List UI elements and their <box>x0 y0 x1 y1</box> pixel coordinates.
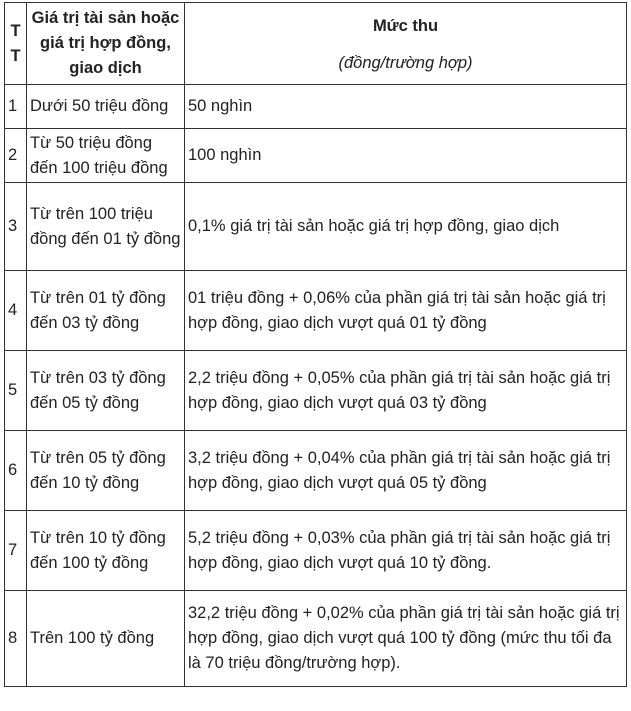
table-row <box>5 591 627 687</box>
header-fee-unit: (đồng/trường hợp) <box>338 53 473 72</box>
table-row <box>5 351 627 431</box>
table-row <box>5 183 627 271</box>
header-fee-title: Mức thu <box>372 16 439 35</box>
row-fee: 2,2 triệu đồng + 0,05% của phần giá trị tài sản hoặc giá trị hợp đồng, giao dịch vượt quá 03 tỷ đồng <box>185 351 627 431</box>
row-value: Từ trên 10 tỷ đồng đến 100 tỷ đồng <box>27 511 185 591</box>
row-fee: 50 nghìn <box>185 85 627 129</box>
row-value: Trên 100 tỷ đồng <box>27 591 185 687</box>
row-value: Từ 50 triệu đồng đến 100 triệu đồng <box>27 129 185 183</box>
row-value: Từ trên 100 triệu đồng đến 01 tỷ đồng <box>27 183 185 271</box>
table-row <box>5 271 627 351</box>
row-value: Từ trên 03 tỷ đồng đến 05 tỷ đồng <box>27 351 185 431</box>
row-tt: 8 <box>5 591 27 687</box>
row-fee: 0,1% giá trị tài sản hoặc giá trị hợp đồng, giao dịch <box>185 183 627 271</box>
row-fee: 5,2 triệu đồng + 0,03% của phần giá trị tài sản hoặc giá trị hợp đồng, giao dịch vượt quá 10 tỷ đồng. <box>185 511 627 591</box>
header-tt: TT <box>5 3 27 85</box>
table-row <box>5 85 627 129</box>
row-tt: 6 <box>5 431 27 511</box>
row-tt: 1 <box>5 85 27 129</box>
fee-table <box>4 2 627 687</box>
row-tt: 3 <box>5 183 27 271</box>
row-value: Từ trên 05 tỷ đồng đến 10 tỷ đồng <box>27 431 185 511</box>
row-tt: 5 <box>5 351 27 431</box>
row-value: Dưới 50 triệu đồng <box>27 85 185 129</box>
table-row <box>5 431 627 511</box>
header-value: Giá trị tài sản hoặc giá trị hợp đồng, giao dịch <box>27 3 185 85</box>
row-tt: 4 <box>5 271 27 351</box>
table-row <box>5 511 627 591</box>
row-fee: 01 triệu đồng + 0,06% của phần giá trị tài sản hoặc giá trị hợp đồng, giao dịch vượt quá 01 tỷ đồng <box>185 271 627 351</box>
row-fee: 100 nghìn <box>185 129 627 183</box>
row-fee: 32,2 triệu đồng + 0,02% của phần giá trị tài sản hoặc giá trị hợp đồng, giao dịch vượt quá 100 tỷ đồng (mức thu tối đa là 70 triệu đồng/trường hợp). <box>185 591 627 687</box>
table-header-row <box>5 3 627 85</box>
header-fee <box>185 3 627 85</box>
row-fee: 3,2 triệu đồng + 0,04% của phần giá trị tài sản hoặc giá trị hợp đồng, giao dịch vượt quá 05 tỷ đồng <box>185 431 627 511</box>
row-value: Từ trên 01 tỷ đồng đến 03 tỷ đồng <box>27 271 185 351</box>
table-row <box>5 129 627 183</box>
row-tt: 7 <box>5 511 27 591</box>
row-tt: 2 <box>5 129 27 183</box>
